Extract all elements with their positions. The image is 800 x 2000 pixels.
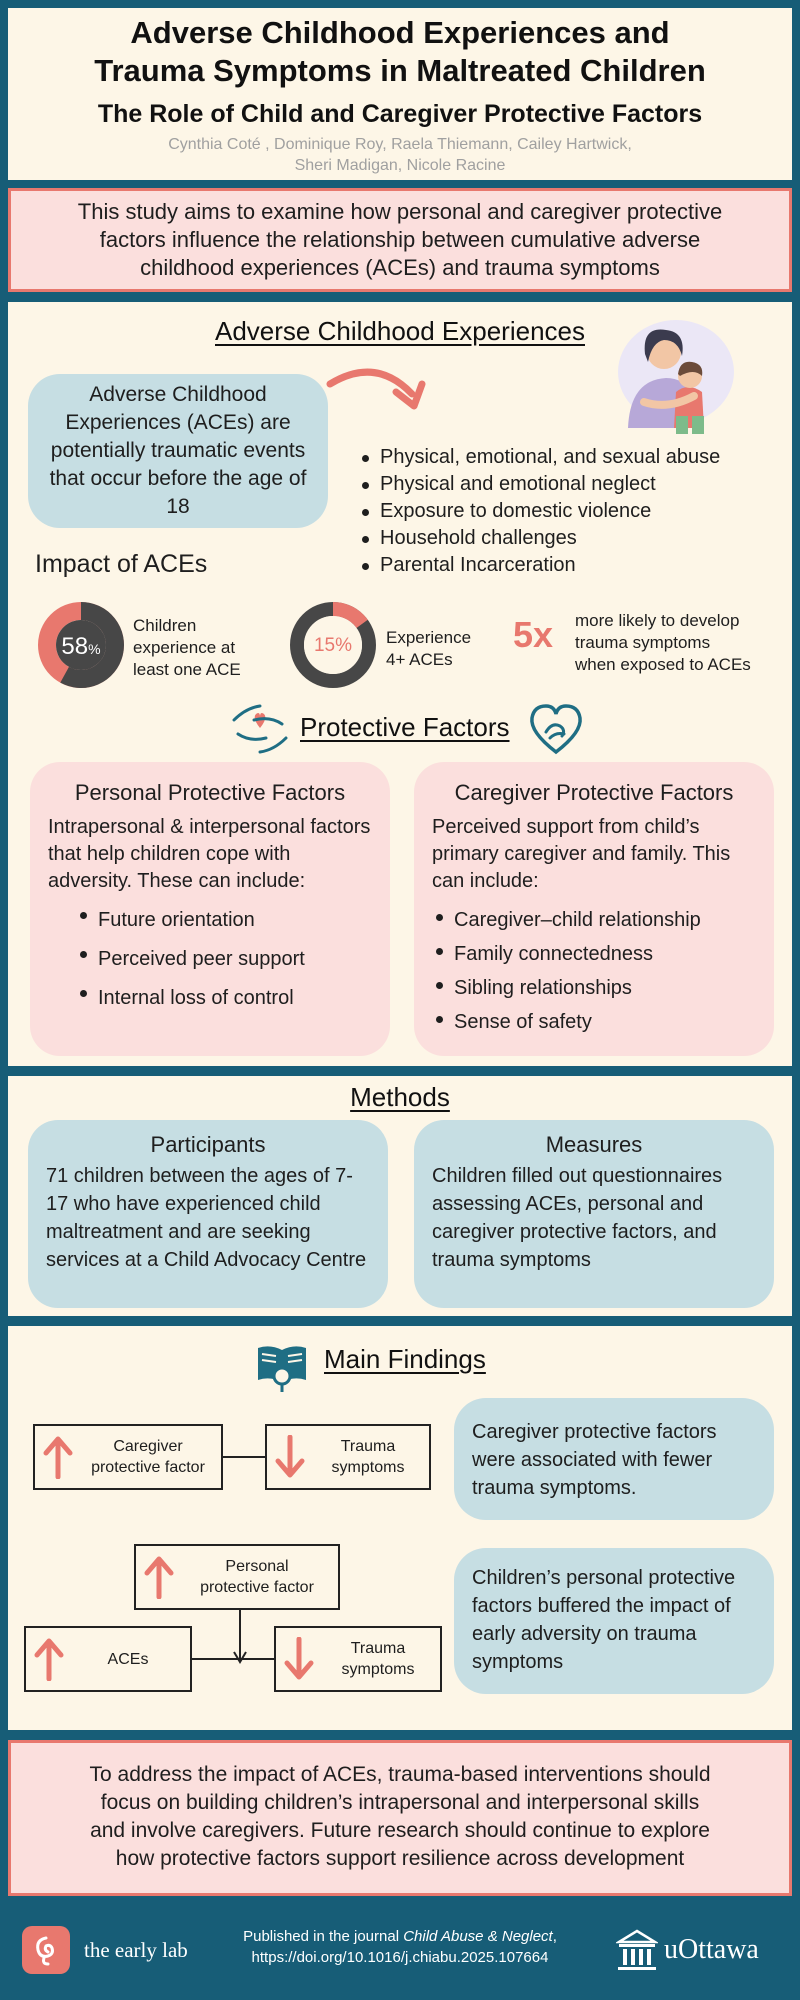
caregiver-factor-line-1: Caregiver <box>113 1438 183 1455</box>
caregiver-factors-box <box>414 762 774 1056</box>
aim-line-2: factors influence the relationship between cumulative adverse <box>99 227 701 252</box>
lab-name: the early lab <box>84 1938 188 1962</box>
stat-15-value: 15% <box>313 635 353 656</box>
arrow-up-icon <box>142 1555 176 1599</box>
methods-panel <box>8 1076 792 1316</box>
stat-58-unit: % <box>88 641 101 657</box>
authors-line-1: Cynthia Coté , Dominique Roy, Raela Thiemann, Cailey Hartwick, <box>168 136 632 153</box>
trauma-line-2: symptoms <box>331 1459 405 1476</box>
measures-title: Measures <box>545 1132 643 1157</box>
conclusion-panel <box>8 1740 792 1896</box>
list-item: Physical and emotional neglect <box>358 471 778 498</box>
stat-15-label-1: Experience <box>386 628 472 647</box>
doi-link[interactable]: https://doi.org/10.1016/j.chiabu.2025.107664 <box>251 1949 549 1966</box>
aces-definition-text: Adverse Childhood Experiences (ACEs) are potentially traumatic events that occur before the age of 18 <box>49 383 307 518</box>
aces-heading: Adverse Childhood Experiences <box>215 316 585 346</box>
findings-panel <box>8 1326 792 1730</box>
methods-heading: Methods <box>350 1082 450 1112</box>
conclusion-line-2: focus on building children’s intrapersonal and interpersonal skills <box>100 1791 700 1814</box>
stat-5x-label-3: when exposed to ACEs <box>575 655 751 674</box>
published-prefix: Published in the journal <box>243 1928 404 1945</box>
findings-heading: Main Findings <box>324 1344 486 1374</box>
list-item: Exposure to domestic violence <box>358 498 778 525</box>
personal-factors-desc: Intrapersonal & interpersonal factors that help children cope with adversity. These can include: <box>48 816 371 892</box>
list-item: Family connectedness <box>432 937 756 971</box>
stat-5x-label-1: more likely to develop <box>575 611 740 630</box>
early-lab-logo-icon <box>22 1926 70 1974</box>
aces-box-label: ACEs <box>107 1650 149 1668</box>
connector-line <box>192 1658 274 1660</box>
list-item: Caregiver–child relationship <box>432 903 756 937</box>
stat-58-label-2: experience at <box>133 638 236 657</box>
aim-panel <box>8 188 792 292</box>
caregiver-factors-desc: Perceived support from child’s primary caregiver and family. This can include: <box>432 816 731 892</box>
early-lab-logo <box>22 1926 70 1974</box>
finding-1-text: Caregiver protective factors were associated with fewer trauma symptoms. <box>472 1421 717 1499</box>
trauma-line-2: symptoms <box>341 1661 415 1678</box>
list-item: Sibling relationships <box>432 971 756 1005</box>
journal-name: Child Abuse & Neglect <box>403 1928 553 1945</box>
aces-box <box>24 1626 192 1692</box>
header-panel <box>8 8 792 180</box>
aces-definition-box <box>28 374 328 528</box>
personal-factor-line-1: Personal <box>225 1558 289 1575</box>
list-item: Parental Incarceration <box>358 552 778 579</box>
aces-types-list <box>358 444 778 579</box>
published-suffix: , <box>552 1928 557 1945</box>
trauma-line-1: Trauma <box>340 1438 396 1455</box>
authors-line-2: Sheri Madigan, Nicole Racine <box>294 157 506 174</box>
list-item: Internal loss of control <box>76 979 372 1018</box>
curved-arrow-icon <box>326 362 436 422</box>
list-item: Perceived peer support <box>76 940 372 979</box>
title-line-2: Trauma Symptoms in Maltreated Children <box>94 53 706 88</box>
trauma-line-1: Trauma <box>350 1640 406 1657</box>
aim-line-3: childhood experiences (ACEs) and trauma symptoms <box>140 255 660 280</box>
arrow-down-icon <box>282 1637 316 1681</box>
university-name: uOttawa <box>664 1934 759 1965</box>
stat-5x-label-2: trauma symptoms <box>575 633 711 652</box>
list-item: Sense of safety <box>432 1005 756 1039</box>
caregiver-hug-illustration <box>608 310 738 435</box>
stat-5x-value: 5x <box>513 614 554 655</box>
finding-1-box <box>454 1398 774 1520</box>
participants-title: Participants <box>150 1132 266 1157</box>
personal-factor-line-2: protective factor <box>200 1579 314 1596</box>
impact-heading: Impact of ACEs <box>35 550 208 578</box>
stat-15-label-2: 4+ ACEs <box>386 650 453 669</box>
finding-2-text: Children’s personal protective factors buffered the impact of early adversity on trauma symptoms <box>472 1567 736 1673</box>
arrow-up-icon <box>41 1435 75 1479</box>
caregiver-factors-title: Caregiver Protective Factors <box>454 780 734 805</box>
stat-58-label-1: Children <box>133 616 197 635</box>
uottawa-building-icon <box>616 1928 658 1972</box>
arrow-up-icon <box>32 1637 66 1681</box>
conclusion-line-3: and involve caregivers. Future research should continue to explore <box>90 1819 710 1842</box>
book-magnifier-icon <box>254 1338 310 1394</box>
stat-58-value: 58 <box>61 633 89 660</box>
caregiver-factor-box <box>33 1424 223 1490</box>
trauma-symptoms-box-2 <box>274 1626 442 1692</box>
caring-hands-icon <box>230 702 290 756</box>
aim-line-1: This study aims to examine how personal and caregiver protective <box>77 199 723 224</box>
personal-factor-box <box>134 1544 340 1610</box>
aces-panel <box>8 302 792 1066</box>
participants-text: 71 children between the ages of 7-17 who have experienced child maltreatment and are seeking services at a Child Advocacy Centre <box>46 1165 367 1271</box>
personal-factors-box <box>30 762 390 1056</box>
list-item: Physical, emotional, and sexual abuse <box>358 444 778 471</box>
participants-box <box>28 1120 388 1308</box>
heart-hands-icon <box>526 702 586 756</box>
personal-factors-title: Personal Protective Factors <box>74 780 346 805</box>
footer <box>0 1904 800 2000</box>
finding-2-box <box>454 1548 774 1694</box>
subtitle: The Role of Child and Caregiver Protective Factors <box>97 100 703 128</box>
trauma-symptoms-box-1 <box>265 1424 431 1490</box>
protective-heading: Protective Factors <box>300 712 510 742</box>
conclusion-line-4: how protective factors support resilience across development <box>115 1847 685 1870</box>
conclusion-line-1: To address the impact of ACEs, trauma-based interventions should <box>89 1763 711 1786</box>
arrow-down-icon <box>273 1435 307 1479</box>
title-line-1: Adverse Childhood Experiences and <box>130 15 670 50</box>
caregiver-factor-line-2: protective factor <box>91 1459 205 1476</box>
stat-58-label-3: least one ACE <box>133 660 241 679</box>
list-item: Future orientation <box>76 901 372 940</box>
connector-line <box>223 1456 265 1458</box>
measures-box <box>414 1120 774 1308</box>
list-item: Household challenges <box>358 525 778 552</box>
measures-text: Children filled out questionnaires assessing ACEs, personal and caregiver protective factors, and trauma symptoms <box>432 1165 723 1271</box>
